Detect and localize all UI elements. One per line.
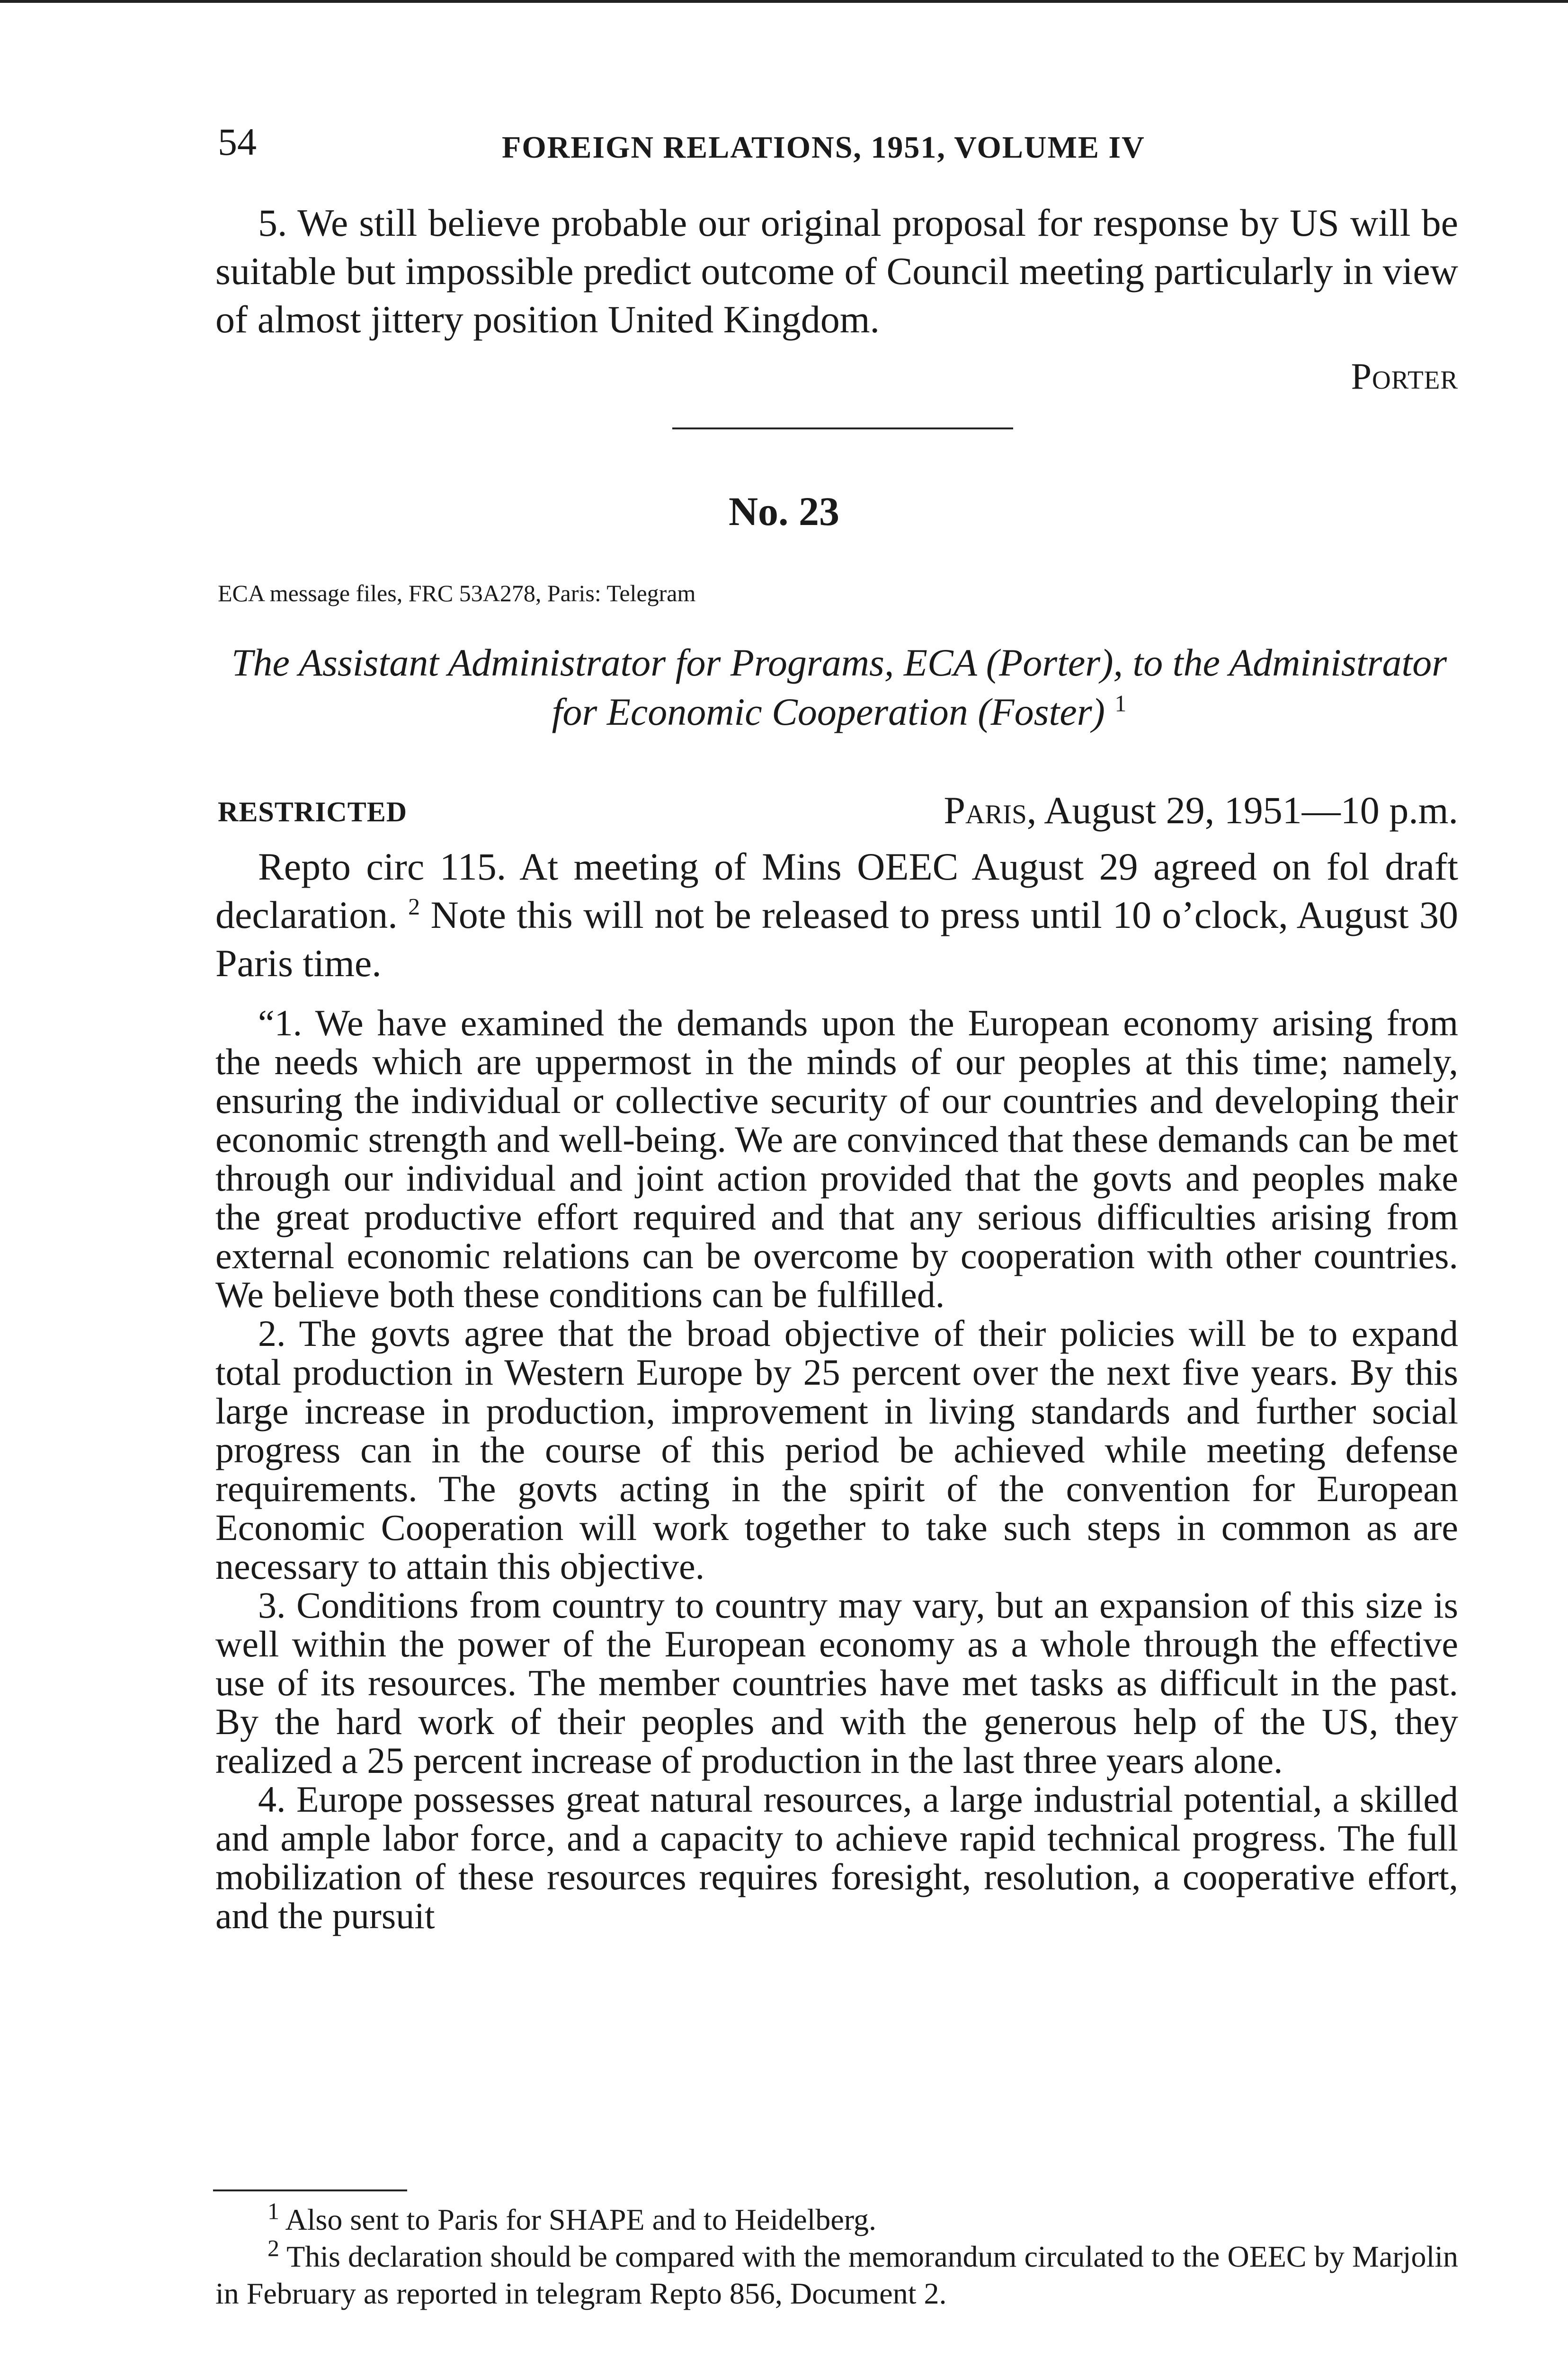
document-title (218, 638, 1461, 737)
footnote-text: This declaration should be compared with the memorandum circulated to the OEEC by Marjolin in February as reported in telegram Repto 856, Document 2. (215, 2240, 1459, 2310)
title-footnote-ref: 1 (1114, 690, 1127, 717)
footnote-2 (215, 2234, 1459, 2312)
declaration-paragraph-1: “1. We have examined the demands upon the European economy arising from the needs which are uppermost in the minds of our peoples at this time; namely, ensuring the individual or collective security of our countries and developing their economic strength and well-being. We are convinced that these demands can be met through our individual and joint action provided that the govts and peoples make the great productive effort required and that any serious difficulties arising from external economic relations can be overcome by cooperation with other countries. We believe both these conditions can be fulfilled. (215, 1002, 1458, 1315)
dateline-place: Paris (944, 789, 1027, 832)
intro-text-part1: Repto circ 115. At meeting of Mins OEEC August 29 agreed on fol draft declaration. (215, 845, 1458, 936)
footnote-divider (213, 2189, 407, 2191)
intro-text-part2: Note this will not be released to press until 10 o’clock, August 30 Paris time. (215, 893, 1458, 985)
dateline (944, 787, 1458, 834)
section-divider (672, 427, 1013, 429)
dateline-date: , August 29, 1951—10 p.m. (1026, 789, 1458, 832)
declaration-paragraph-2: 2. The govts agree that the broad objective of their policies will be to expand total production in Western Europe by 25 percent over the next five years. By this large increase in production, improvement in living standards and further social progress can in the course of this period be achieved while meeting defense requirements. The govts acting in the spirit of the convention for European Economic Cooperation will work together to take such steps in common as are necessary to attain this objective. (215, 1313, 1458, 1587)
footnote-mark: 2 (267, 2234, 279, 2261)
intro-footnote-ref: 2 (408, 893, 420, 920)
page-number: 54 (218, 120, 257, 163)
document-title-text: The Assistant Administrator for Programs, ECA (Porter), to the Administrator for Economic Cooperation (Foster) (231, 641, 1447, 733)
footnote-mark: 1 (267, 2198, 279, 2225)
running-head: FOREIGN RELATIONS, 1951, VOLUME IV (502, 130, 1145, 165)
previous-document-closing-paragraph: 5. We still believe probable our original proposal for response by US will be suitable but impossible predict outcome of Council meeting particularly in view of almost jittery position United Kingdom. (215, 201, 1458, 341)
declaration-paragraph-3: 3. Conditions from country to country may vary, but an expansion of this size is well within the power of the European economy as a whole through the effective use of its resources. The member countries have met tasks as difficult in the past. By the hard work of their peoples and with the generous help of the US, they realized a 25 percent increase of production in the last three years alone. (215, 1584, 1458, 1781)
telegram-intro (215, 843, 1458, 988)
top-border-line (0, 0, 1568, 3)
footnote-1 (215, 2198, 1458, 2238)
footnote-text: Also sent to Paris for SHAPE and to Heidelberg. (285, 2203, 876, 2236)
declaration-paragraph-4: 4. Europe possesses great natural resources, a large industrial potential, a skilled and ample labor force, and a capacity to achieve rapid technical progress. The full mobilization of these resources requires foresight, resolution, a cooperative effort, and the pursuit (215, 1779, 1458, 1936)
document-source: ECA message files, FRC 53A278, Paris: Telegram (218, 580, 696, 606)
document-number: No. 23 (728, 489, 840, 534)
signature: Porter (1351, 356, 1458, 397)
classification-label: RESTRICTED (218, 796, 408, 828)
footnotes (215, 2198, 1459, 2312)
declaration-text (215, 1004, 1458, 1935)
page-header (218, 118, 1458, 170)
